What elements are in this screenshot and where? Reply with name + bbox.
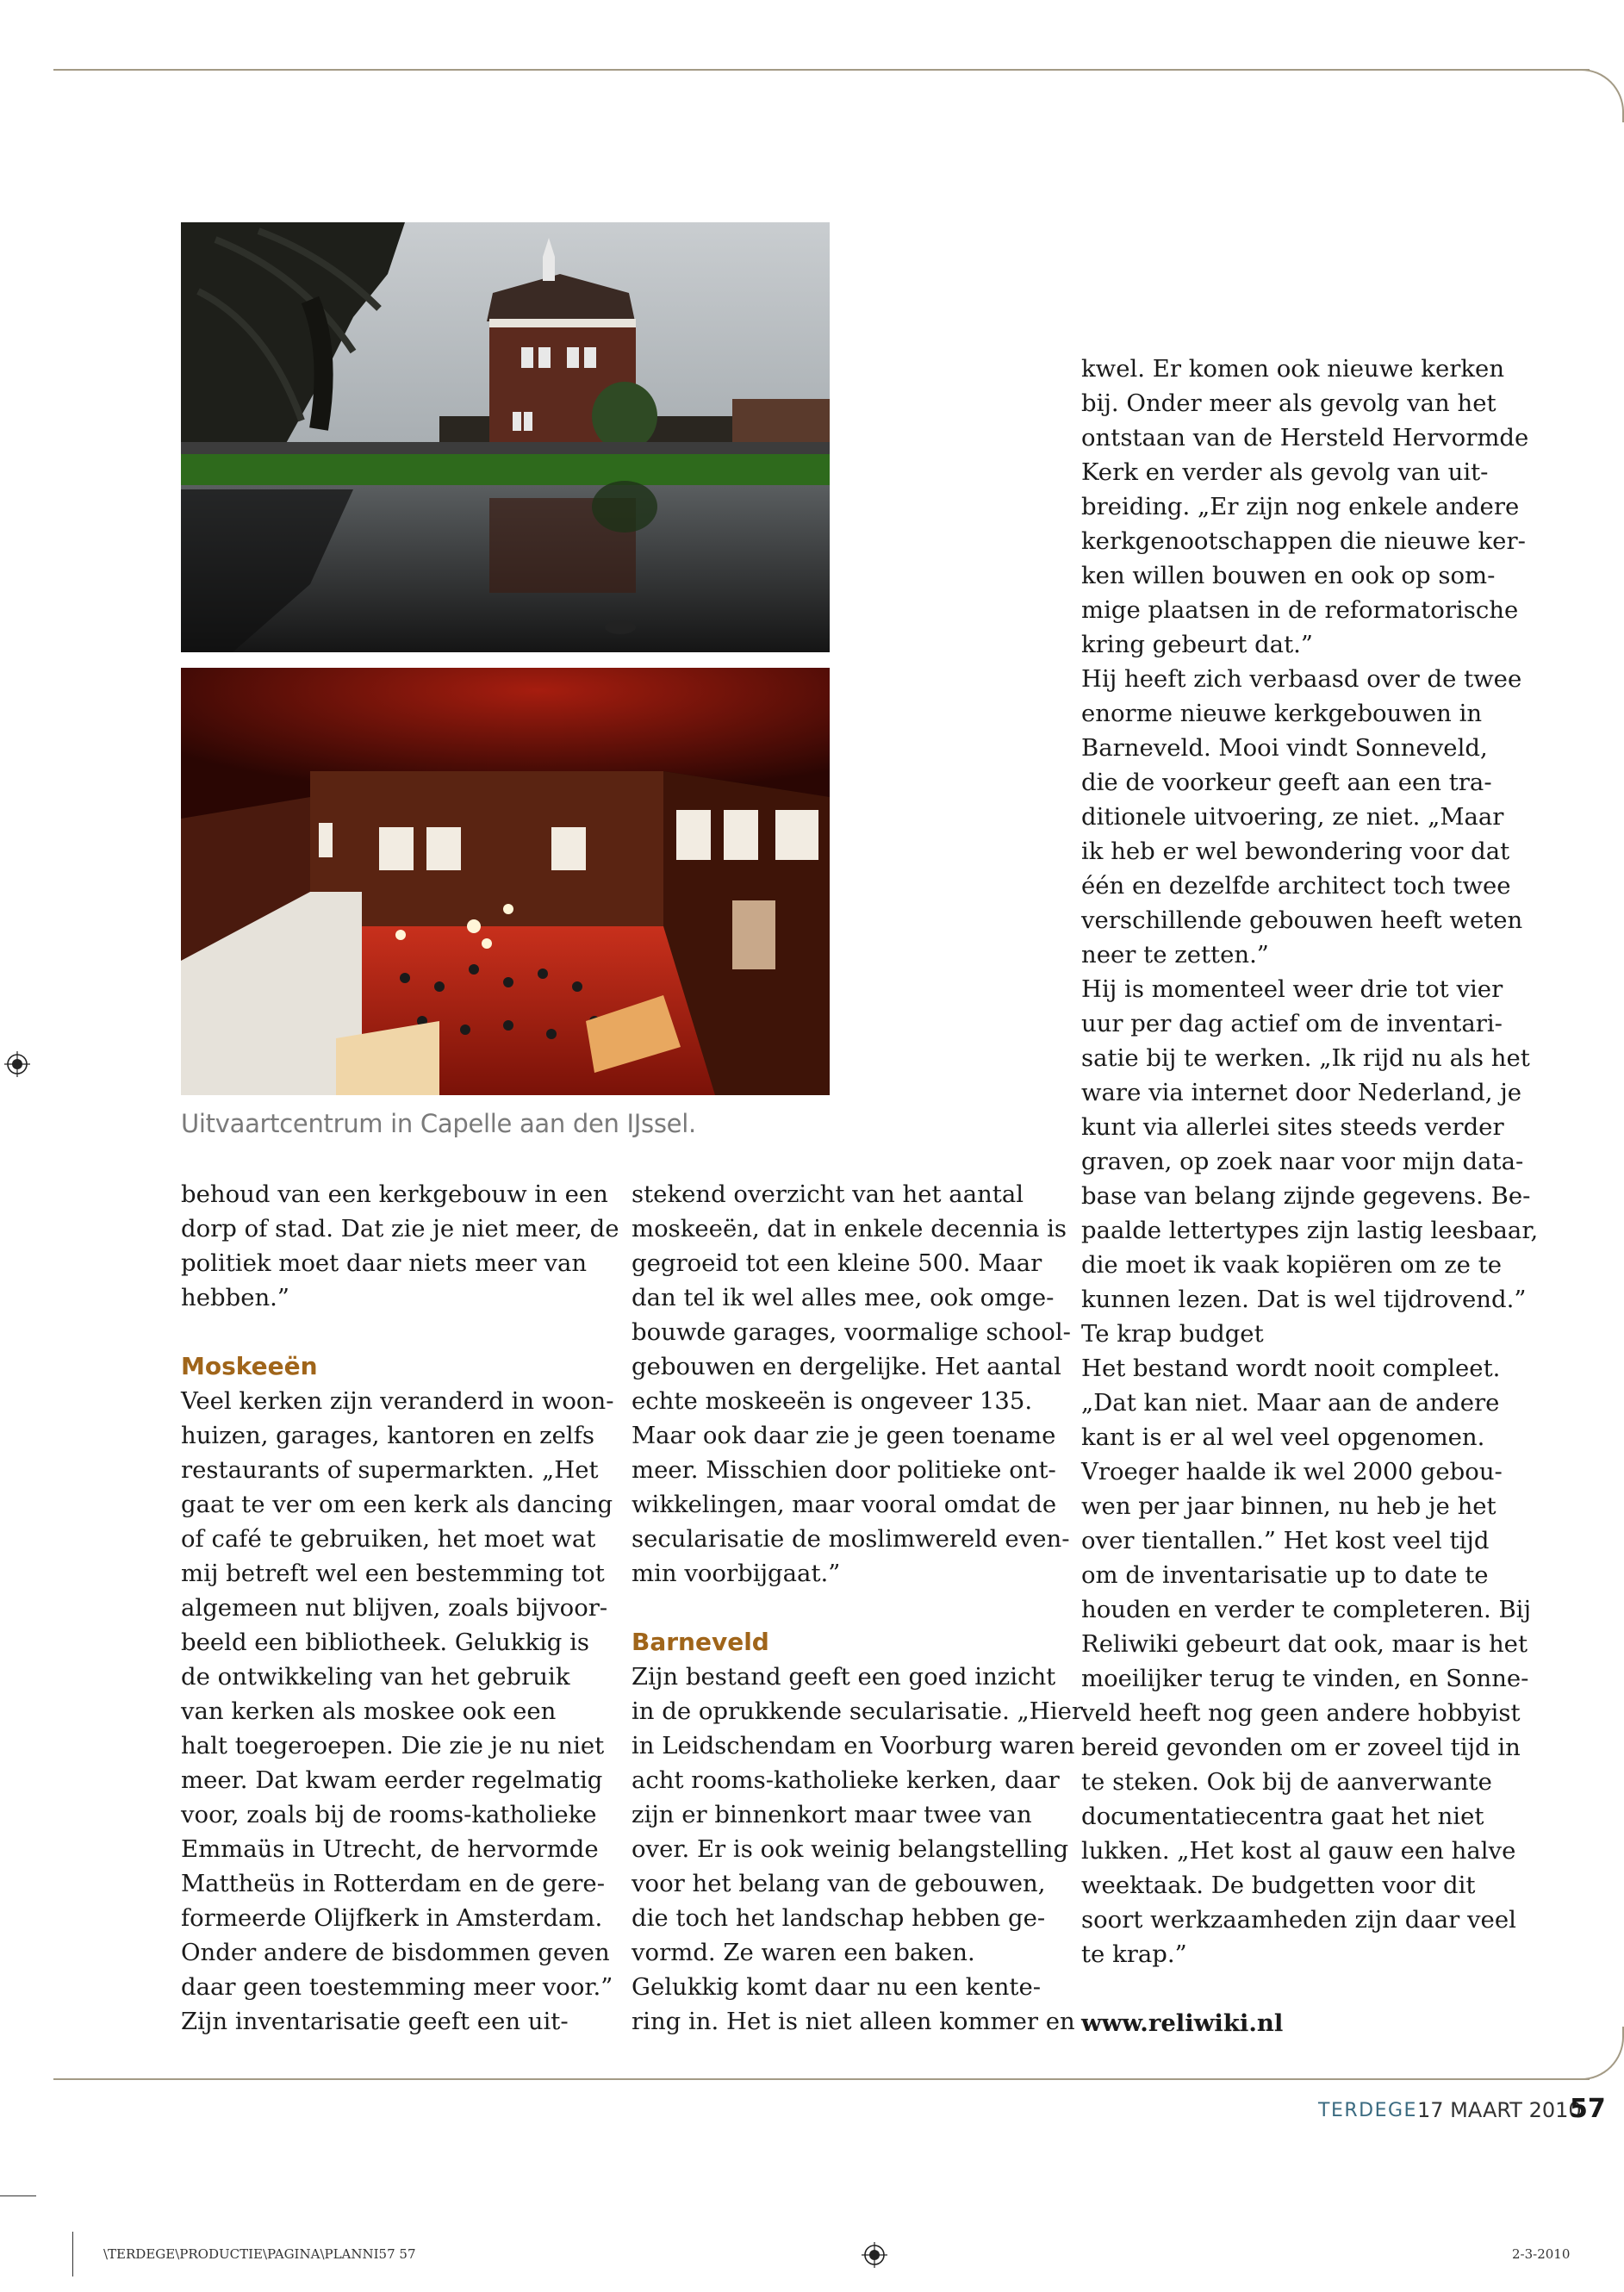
text-line: voor het belang van de gebouwen, xyxy=(632,1870,1046,1897)
text-line: dorp of stad. Dat zie je niet meer, de xyxy=(181,1215,619,1243)
photo-caption: Uitvaartcentrum in Capelle aan den IJssel. xyxy=(181,1109,696,1138)
text-line: zijn er binnenkort maar twee van xyxy=(632,1801,1032,1828)
text-line: ditionele uitvoering, ze niet. „Maar xyxy=(1081,803,1504,831)
text-line: of café te gebruiken, het moet wat xyxy=(181,1525,596,1553)
text-line: ring in. Het is niet alleen kommer en xyxy=(632,2008,1075,2035)
text-line: secularisatie de moslimwereld even- xyxy=(632,1525,1070,1553)
text-line: hebben.” xyxy=(181,1284,289,1311)
text-line: gegroeid tot een kleine 500. Maar xyxy=(632,1249,1042,1277)
text-line: over. Er is ook weinig belangstelling xyxy=(632,1835,1069,1863)
text-line: politiek moet daar niets meer van xyxy=(181,1249,588,1277)
text-line: neer te zetten.” xyxy=(1081,941,1269,968)
text-line: bouwde garages, voormalige school- xyxy=(632,1318,1071,1346)
text-line: echte moskeeën is ongeveer 135. xyxy=(632,1387,1033,1415)
text-line: Mattheüs in Rotterdam en de gere- xyxy=(181,1870,605,1897)
bottom-rule-corner xyxy=(1553,2027,1624,2080)
text-line: kerkgenootschappen die nieuwe ker- xyxy=(1081,527,1526,555)
text-line: verschillende gebouwen heeft weten xyxy=(1081,906,1523,934)
text-line: Onder andere de bisdommen geven xyxy=(181,1939,610,1966)
text-line: breiding. „Er zijn nog enkele andere xyxy=(1081,493,1520,520)
text-line: voor, zoals bij de rooms-katholieke xyxy=(181,1801,597,1828)
text-line: Gelukkig komt daar nu een kente- xyxy=(632,1973,1042,2001)
text-column-1 xyxy=(181,1177,629,2039)
text-line: meer. Dat kwam eerder regelmatig xyxy=(181,1766,603,1794)
text-line: algemeen nut blijven, zoals bijvoor- xyxy=(181,1594,608,1622)
text-line: kant is er al wel veel opgenomen. xyxy=(1081,1423,1485,1451)
text-line: in de oprukkende secularisatie. „Hier xyxy=(632,1697,1084,1725)
text-line: gebouwen en dergelijke. Het aantal xyxy=(632,1353,1061,1380)
text-line: ware via internet door Nederland, je xyxy=(1081,1079,1522,1106)
text-line: Veel kerken zijn veranderd in woon- xyxy=(181,1387,614,1415)
print-slug-path: \TERDEGE\PRODUCTIE\PAGINA\PLANNI57 57 xyxy=(103,2246,416,2262)
text-line: kunnen lezen. Dat is wel tijdrovend.” xyxy=(1081,1286,1527,1313)
text-line: halt toegeroepen. Die zie je nu niet xyxy=(181,1732,605,1759)
text-line: Hij heeft zich verbaasd over de twee xyxy=(1081,665,1522,693)
text-line: kring gebeurt dat.” xyxy=(1081,631,1313,658)
text-line: bij. Onder meer als gevolg van het xyxy=(1081,389,1496,417)
text-line: meer. Misschien door politieke ont- xyxy=(632,1456,1056,1484)
text-line: Zijn inventarisatie geeft een uit- xyxy=(181,2008,569,2035)
text-line: bereid gevonden om er zoveel tijd in xyxy=(1081,1734,1521,1761)
text-line: in Leidschendam en Voorburg waren xyxy=(632,1732,1075,1759)
text-line: van kerken als moskee ook een xyxy=(181,1697,557,1725)
text-line: base van belang zijnde gegevens. Be- xyxy=(1081,1182,1531,1210)
text-line: Vroeger haalde ik wel 2000 gebou- xyxy=(1081,1458,1503,1485)
text-line: die toch het landschap hebben ge- xyxy=(632,1904,1046,1932)
text-line: satie bij te werken. „Ik rijd nu als het xyxy=(1081,1044,1530,1072)
text-line: enorme nieuwe kerkgebouwen in xyxy=(1081,700,1483,727)
text-line: lukken. „Het kost al gauw een halve xyxy=(1081,1837,1516,1865)
text-line: over tientallen.” Het kost veel tijd xyxy=(1081,1527,1490,1554)
church-exterior-photo xyxy=(181,222,830,652)
crop-mark xyxy=(72,2232,73,2276)
top-rule-corner xyxy=(1553,69,1624,122)
text-line: wen per jaar binnen, nu heb je het xyxy=(1081,1492,1496,1520)
text-line: om de inventarisatie up to date te xyxy=(1081,1561,1489,1589)
text-line: wikkelingen, maar vooral omdat de xyxy=(632,1491,1057,1518)
paragraph-gap xyxy=(181,1315,629,1349)
text-line: houden en verder te completeren. Bij xyxy=(1081,1596,1532,1623)
print-slug-date: 2-3-2010 xyxy=(1512,2246,1571,2262)
text-line: behoud van een kerkgebouw in een xyxy=(181,1180,608,1208)
text-line: te krap.” xyxy=(1081,1940,1187,1968)
text-line: kwel. Er komen ook nieuwe kerken xyxy=(1081,355,1505,383)
text-line: min voorbijgaat.” xyxy=(632,1560,841,1587)
footer-brand: TERDEGE xyxy=(1318,2100,1417,2121)
registration-mark-icon xyxy=(4,1051,30,1077)
text-line: die de voorkeur geeft aan een tra- xyxy=(1081,769,1492,796)
text-column-2 xyxy=(632,1177,1084,2039)
text-line: stekend overzicht van het aantal xyxy=(632,1180,1024,1208)
text-line: formeerde Olijfkerk in Amsterdam. xyxy=(181,1904,603,1932)
church-interior-photo xyxy=(181,668,830,1095)
text-line: de ontwikkeling van het gebruik xyxy=(181,1663,570,1691)
text-line: graven, op zoek naar voor mijn data- xyxy=(1081,1148,1524,1175)
text-line: kunt via allerlei sites steeds verder xyxy=(1081,1113,1504,1141)
text-line: beeld een bibliotheek. Gelukkig is xyxy=(181,1629,590,1656)
text-line: mij betreft wel een bestemming tot xyxy=(181,1560,605,1587)
section-heading: Barneveld xyxy=(632,1628,769,1656)
text-line: uur per dag actief om de inventari- xyxy=(1081,1010,1503,1037)
text-line: huizen, garages, kantoren en zelfs xyxy=(181,1422,595,1449)
bottom-rule xyxy=(53,2078,1590,2080)
paragraph-gap xyxy=(632,1591,1080,1625)
text-line: „Dat kan niet. Maar aan de andere xyxy=(1081,1389,1500,1417)
text-line: soort werkzaamheden zijn daar veel xyxy=(1081,1906,1516,1934)
text-line: ik heb er wel bewondering voor dat xyxy=(1081,838,1510,865)
crop-mark xyxy=(0,2195,36,2196)
text-line: moeilijker terug te vinden, en Sonne- xyxy=(1081,1665,1529,1692)
registration-mark-icon xyxy=(862,2242,887,2268)
text-line: veld heeft nog geen andere hobbyist xyxy=(1081,1699,1521,1727)
paragraph-gap xyxy=(1081,1971,1529,2006)
text-line: één en dezelfde architect toch twee xyxy=(1081,872,1511,900)
text-line: moskeeën, dat in enkele decennia is xyxy=(632,1215,1067,1243)
text-line: die moet ik vaak kopiëren om ze te xyxy=(1081,1251,1503,1279)
text-line: Barneveld. Mooi vindt Sonneveld, xyxy=(1081,734,1488,762)
text-line: documentatiecentra gaat het niet xyxy=(1081,1803,1484,1830)
section-heading: Moskeeën xyxy=(181,1352,318,1380)
website-link[interactable]: www.reliwiki.nl xyxy=(1081,2009,1284,2037)
text-line: vormd. Ze waren een baken. xyxy=(632,1939,975,1966)
text-line: paalde lettertypes zijn lastig leesbaar, xyxy=(1081,1217,1539,1244)
top-rule xyxy=(53,69,1590,71)
text-line: daar geen toestemming meer voor.” xyxy=(181,1973,613,2001)
text-line: Emmaüs in Utrecht, de hervormde xyxy=(181,1835,599,1863)
text-line: Maar ook daar zie je geen toename xyxy=(632,1422,1056,1449)
text-line: mige plaatsen in de reformatorische xyxy=(1081,596,1519,624)
text-line: Te krap budget xyxy=(1081,1320,1264,1348)
text-line: Hij is momenteel weer drie tot vier xyxy=(1081,975,1503,1003)
text-line: Het bestand wordt nooit compleet. xyxy=(1081,1355,1501,1382)
text-line: Kerk en verder als gevolg van uit- xyxy=(1081,458,1489,486)
text-line: weektaak. De budgetten voor dit xyxy=(1081,1872,1476,1899)
text-line: acht rooms-katholieke kerken, daar xyxy=(632,1766,1060,1794)
text-line: Reliwiki gebeurt dat ook, maar is het xyxy=(1081,1630,1528,1658)
text-line: restaurants of supermarkten. „Het xyxy=(181,1456,599,1484)
text-line: ken willen bouwen en ook op som- xyxy=(1081,562,1496,589)
text-line: dan tel ik wel alles mee, ook omge- xyxy=(632,1284,1055,1311)
text-line: Zijn bestand geeft een goed inzicht xyxy=(632,1663,1056,1691)
text-column-3 xyxy=(1081,352,1539,2040)
text-line: te steken. Ook bij de aanverwante xyxy=(1081,1768,1492,1796)
text-line: gaat te ver om een kerk als dancing xyxy=(181,1491,613,1518)
page-number: 57 xyxy=(1570,2094,1606,2124)
footer-date: 17 MAART 2010 xyxy=(1417,2098,1582,2122)
text-line: ontstaan van de Hersteld Hervormde xyxy=(1081,424,1529,452)
